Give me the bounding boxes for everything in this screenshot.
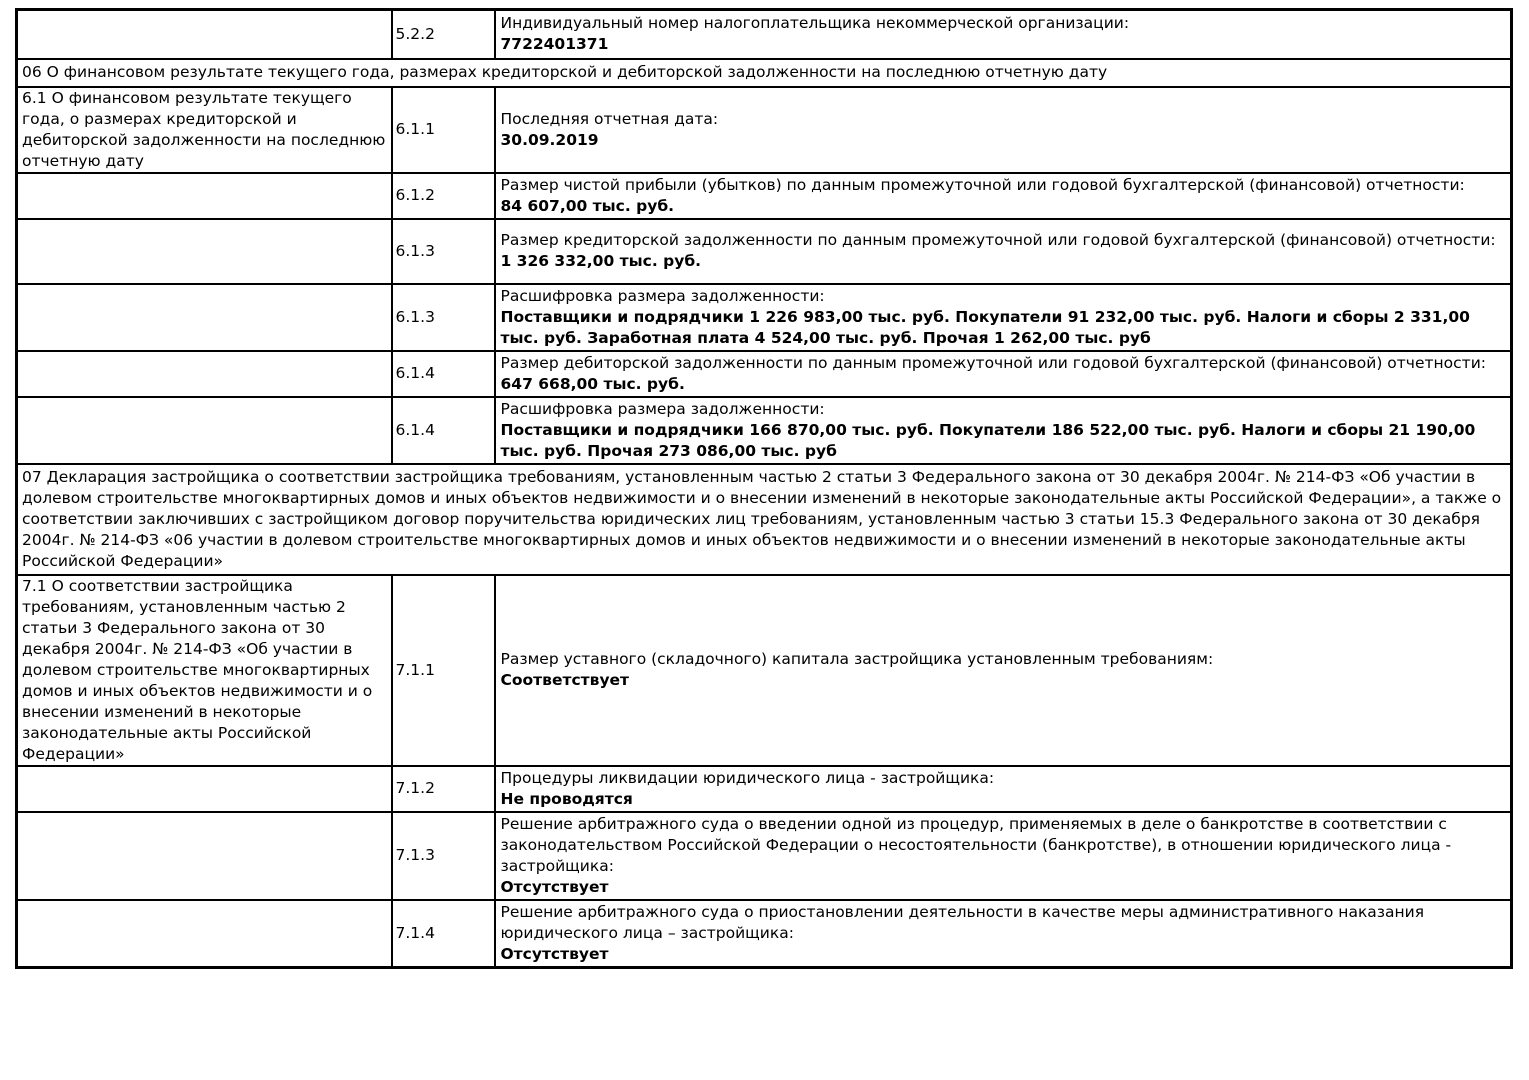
item-value: Поставщики и подрядчики 1 226 983,00 тыс. руб. Покупатели 91 232,00 тыс. руб. Налоги и сборы 2 331,00 тыс. руб. Заработная плата 4 524,00 тыс. руб. Прочая 1 262,00 тыс. руб — [500, 307, 1470, 347]
table-row — [17, 87, 1512, 173]
table-row — [17, 812, 1512, 900]
item-value: Отсутствует — [500, 877, 609, 896]
item-content — [495, 351, 1512, 397]
item-value: Не проводятся — [500, 789, 633, 808]
item-content — [495, 10, 1512, 59]
item-label: Размер кредиторской задолженности по данным промежуточной или годовой бухгалтерской (финансовой) отчетности: — [500, 231, 1496, 249]
item-content — [495, 575, 1512, 766]
item-content — [495, 900, 1512, 968]
row-description — [17, 284, 392, 351]
declaration-table — [15, 8, 1513, 969]
table-row — [17, 766, 1512, 812]
section-row — [17, 59, 1512, 87]
item-content — [495, 173, 1512, 219]
item-content — [495, 812, 1512, 900]
item-number: 6.1.2 — [392, 173, 495, 219]
item-label: Размер чистой прибыли (убытков) по данным промежуточной или годовой бухгалтерской (финансовой) отчетности: — [500, 175, 1465, 194]
table-row — [17, 219, 1512, 284]
table-row — [17, 284, 1512, 351]
row-description: 6.1 О финансовом результате текущего года, о размерах кредиторской и дебиторской задолженности на последнюю отчетную дату — [17, 87, 392, 173]
item-number: 6.1.4 — [392, 397, 495, 464]
row-description — [17, 10, 392, 59]
item-value: Отсутствует — [500, 944, 609, 963]
row-description — [17, 900, 392, 968]
row-description — [17, 219, 392, 284]
item-label: Индивидуальный номер налогоплательщика некоммерческой организации: — [500, 14, 1130, 33]
item-label: Расшифровка размера задолженности: — [500, 286, 825, 305]
item-content — [495, 766, 1512, 812]
row-description — [17, 351, 392, 397]
item-number: 5.2.2 — [392, 10, 495, 59]
table-row — [17, 173, 1512, 219]
item-label: Процедуры ликвидации юридического лица - застройщика: — [500, 768, 995, 787]
item-value: Поставщики и подрядчики 166 870,00 тыс. руб. Покупатели 186 522,00 тыс. руб. Налоги и сборы 21 190,00 тыс. руб. Прочая 273 086,00 тыс. руб — [500, 420, 1476, 460]
item-label: Размер уставного (складочного) капитала застройщика установленным требованиям: — [500, 650, 1214, 668]
row-description: 7.1 О соответствии застройщика требованиям, установленным частью 2 статьи 3 Федерального закона от 30 декабря 2004г. № 214-ФЗ «Об участии в долевом строительстве многоквартирных домов и иных объектов недвижимости и о внесении изменений в некоторые законодательные акты Российской Федерации» — [17, 575, 392, 766]
item-number: 6.1.3 — [392, 284, 495, 351]
item-content — [495, 397, 1512, 464]
item-number: 6.1.4 — [392, 351, 495, 397]
section-header: 07 Декларация застройщика о соответствии застройщика требованиям, установленным частью 2 статьи 3 Федерального закона от 30 декабря 2004г. № 214-ФЗ «Об участии в долевом строительстве многоквартирных домов и иных объектов недвижимости и о внесении изменений в некоторые законодательные акты Российской Федерации», а также о соответствии заключивших с застройщиком договор поручительства юридических лиц требованиям, установленным частью 3 статьи 15.3 Федерального закона от 30 декабря 2004г. № 214-ФЗ «06 участии в долевом строительстве многоквартирных домов и иных объектов недвижимости и о внесении изменений в некоторые законодательные акты Российской Федерации» — [17, 464, 1512, 575]
item-label: Решение арбитражного суда о введении одной из процедур, применяемых в деле о банкротстве в соответствии с законодательством Российской Федерации о несостоятельности (банкротстве), в отношении юридического лица - застройщика: — [500, 814, 1452, 875]
item-content — [495, 87, 1512, 173]
item-content — [495, 219, 1512, 284]
table-row — [17, 575, 1512, 766]
item-number: 7.1.3 — [392, 812, 495, 900]
row-description — [17, 173, 392, 219]
item-value: 1 326 332,00 тыс. руб. — [500, 252, 702, 270]
item-value: Соответствует — [500, 671, 630, 689]
item-value: 647 668,00 тыс. руб. — [500, 374, 685, 393]
item-number: 7.1.4 — [392, 900, 495, 968]
row-description — [17, 812, 392, 900]
item-number: 7.1.1 — [392, 575, 495, 766]
item-label: Последняя отчетная дата: — [500, 109, 719, 128]
item-content — [495, 284, 1512, 351]
row-description — [17, 766, 392, 812]
item-number: 6.1.1 — [392, 87, 495, 173]
item-value: 7722401371 — [500, 35, 609, 54]
item-number: 6.1.3 — [392, 219, 495, 284]
item-number: 7.1.2 — [392, 766, 495, 812]
item-label: Решение арбитражного суда о приостановлении деятельности в качестве меры административного наказания юридического лица – застройщика: — [500, 902, 1425, 942]
item-label: Расшифровка размера задолженности: — [500, 399, 825, 418]
section-header: 06 О финансовом результате текущего года, размерах кредиторской и дебиторской задолженности на последнюю отчетную дату — [17, 59, 1512, 87]
section-row — [17, 464, 1512, 575]
table-row — [17, 397, 1512, 464]
table-row — [17, 900, 1512, 968]
item-value: 30.09.2019 — [500, 130, 599, 149]
item-value: 84 607,00 тыс. руб. — [500, 196, 675, 215]
table-row — [17, 10, 1512, 59]
item-label: Размер дебиторской задолженности по данным промежуточной или годовой бухгалтерской (финансовой) отчетности: — [500, 353, 1486, 372]
table-row — [17, 351, 1512, 397]
row-description — [17, 397, 392, 464]
